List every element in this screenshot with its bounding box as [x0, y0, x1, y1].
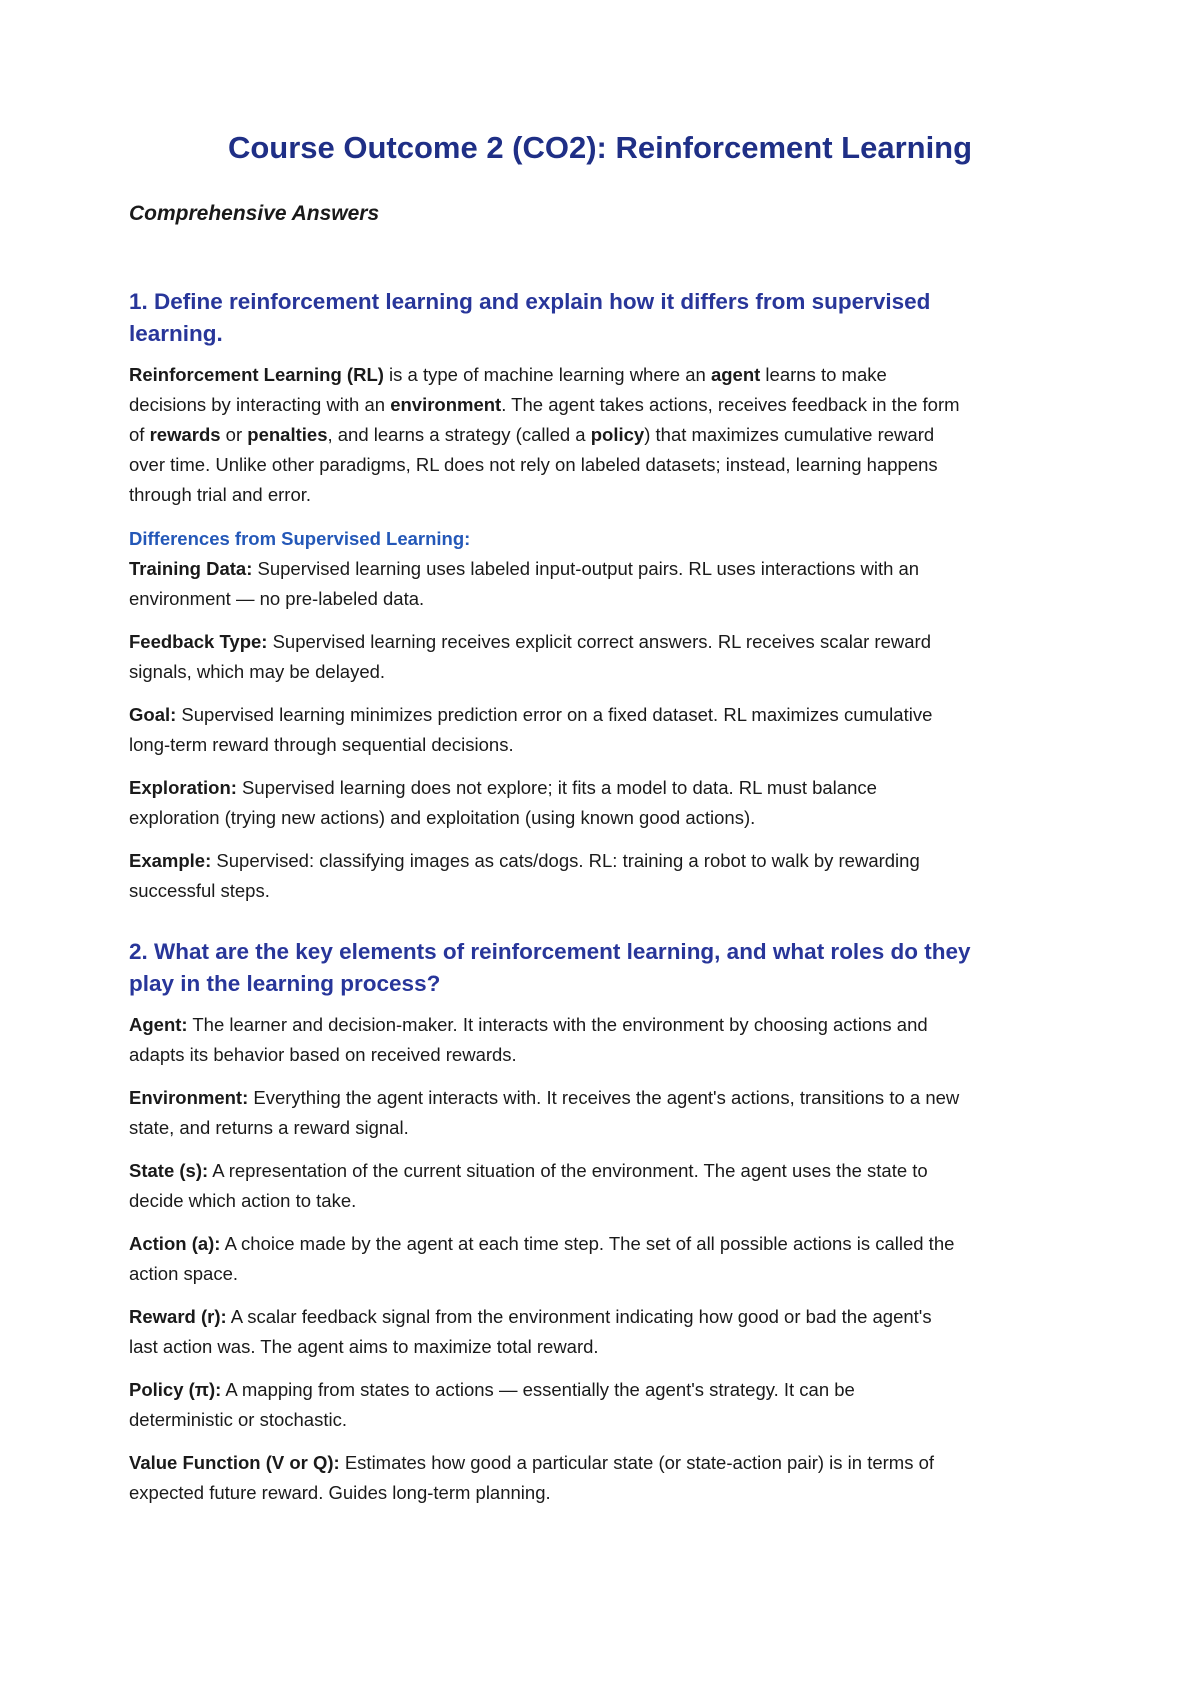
item-line — [129, 1375, 1089, 1405]
page-subtitle: Comprehensive Answers — [129, 202, 380, 225]
item-label: Policy (π): — [129, 1379, 222, 1400]
intro-text: is a type of machine learning where an — [383, 364, 711, 385]
item-text: Supervised: classifying images as cats/dogs. RL: training a robot to walk by rewarding — [211, 850, 920, 871]
item-line — [129, 1010, 1089, 1040]
item-line — [129, 773, 1089, 803]
item-line: last action was. The agent aims to maximize total reward. — [129, 1336, 599, 1357]
intro-text: or — [220, 424, 248, 445]
element-item-state — [129, 1156, 1089, 1216]
item-line — [129, 846, 1089, 876]
item-text: A representation of the current situation of the environment. The agent uses the state to — [208, 1160, 928, 1181]
item-text: A choice made by the agent at each time step. The set of all possible actions is called the — [220, 1233, 955, 1254]
item-line — [129, 627, 1089, 657]
element-item-reward — [129, 1302, 1089, 1362]
intro-text: learns to make — [760, 364, 887, 385]
intro-text: ) that maximizes cumulative reward — [644, 424, 935, 445]
item-line: exploration (trying new actions) and exploitation (using known good actions). — [129, 807, 756, 828]
page-title: Course Outcome 2 (CO2): Reinforcement Learning — [227, 130, 973, 165]
intro-line — [129, 360, 1089, 390]
item-line — [129, 1229, 1089, 1259]
item-text: Supervised learning uses labeled input-output pairs. RL uses interactions with an — [252, 558, 920, 579]
item-text: The learner and decision-maker. It interacts with the environment by choosing actions and — [187, 1014, 928, 1035]
intro-text: . The agent takes actions, receives feedback in the form — [501, 394, 960, 415]
item-text: Supervised learning minimizes prediction error on a fixed dataset. RL maximizes cumulative — [176, 704, 933, 725]
element-item-agent — [129, 1010, 1089, 1070]
term-penalties: penalties — [247, 424, 328, 445]
intro-text: of — [129, 424, 150, 445]
element-item-action — [129, 1229, 1089, 1289]
item-text: Supervised learning receives explicit correct answers. RL receives scalar reward — [267, 631, 931, 652]
item-label: State (s): — [129, 1160, 209, 1181]
term-rewards: rewards — [149, 424, 221, 445]
question-1-heading-line-2: learning. — [129, 321, 223, 346]
item-line: signals, which may be delayed. — [129, 661, 386, 682]
difference-item-feedback-type — [129, 627, 1089, 687]
item-label: Reward (r): — [129, 1306, 227, 1327]
intro-line — [129, 390, 1089, 420]
differences-heading: Differences from Supervised Learning: — [129, 528, 471, 549]
item-text: A scalar feedback signal from the environment indicating how good or bad the agent's — [226, 1306, 932, 1327]
item-line: deterministic or stochastic. — [129, 1409, 347, 1430]
question-2-heading — [129, 936, 1089, 1000]
item-line: environment — no pre-labeled data. — [129, 588, 425, 609]
item-label: Feedback Type: — [129, 631, 268, 652]
item-line — [129, 1083, 1089, 1113]
item-label: Training Data: — [129, 558, 253, 579]
item-text: Everything the agent interacts with. It receives the agent's actions, transitions to a new — [248, 1087, 960, 1108]
item-line: successful steps. — [129, 880, 270, 901]
item-line: decide which action to take. — [129, 1190, 357, 1211]
item-label: Environment: — [129, 1087, 249, 1108]
intro-line: over time. Unlike other paradigms, RL does not rely on labeled datasets; instead, learning happens — [129, 454, 938, 475]
item-label: Action (a): — [129, 1233, 221, 1254]
item-label: Goal: — [129, 704, 177, 725]
item-label: Exploration: — [129, 777, 237, 798]
item-line: adapts its behavior based on received rewards. — [129, 1044, 517, 1065]
question-1-heading-line-1: 1. Define reinforcement learning and explain how it differs from supervised — [129, 289, 931, 314]
item-line: action space. — [129, 1263, 239, 1284]
element-item-policy — [129, 1375, 1089, 1435]
element-item-environment — [129, 1083, 1089, 1143]
intro-line: through trial and error. — [129, 484, 312, 505]
item-text: Estimates how good a particular state (or state-action pair) is in terms of — [339, 1452, 935, 1473]
intro-line — [129, 420, 1089, 450]
item-label: Value Function (V or Q): — [129, 1452, 340, 1473]
question-2-heading-line-1: 2. What are the key elements of reinforcement learning, and what roles do they — [129, 939, 971, 964]
item-line — [129, 554, 1089, 584]
item-line — [129, 1156, 1089, 1186]
difference-item-goal — [129, 700, 1089, 760]
item-text: A mapping from states to actions — essentially the agent's strategy. It can be — [221, 1379, 855, 1400]
intro-text: , and learns a strategy (called a — [327, 424, 591, 445]
item-label: Agent: — [129, 1014, 188, 1035]
question-1-heading — [129, 286, 1089, 350]
item-line — [129, 700, 1089, 730]
item-line: expected future reward. Guides long-term planning. — [129, 1482, 551, 1503]
question-1-intro-paragraph — [129, 360, 1089, 510]
item-label: Example: — [129, 850, 212, 871]
term-agent: agent — [710, 364, 761, 385]
intro-text: decisions by interacting with an — [129, 394, 391, 415]
question-2-heading-line-2: play in the learning process? — [129, 971, 441, 996]
difference-item-example — [129, 846, 1089, 906]
term-policy: policy — [590, 424, 645, 445]
item-line — [129, 1302, 1089, 1332]
term-reinforcement-learning: Reinforcement Learning (RL) — [129, 364, 384, 385]
element-item-value-function — [129, 1448, 1089, 1508]
difference-item-exploration — [129, 773, 1089, 833]
item-line: long-term reward through sequential decisions. — [129, 734, 514, 755]
item-text: Supervised learning does not explore; it fits a model to data. RL must balance — [236, 777, 877, 798]
term-environment: environment — [390, 394, 502, 415]
item-line — [129, 1448, 1089, 1478]
difference-item-training-data — [129, 554, 1089, 614]
item-line: state, and returns a reward signal. — [129, 1117, 409, 1138]
